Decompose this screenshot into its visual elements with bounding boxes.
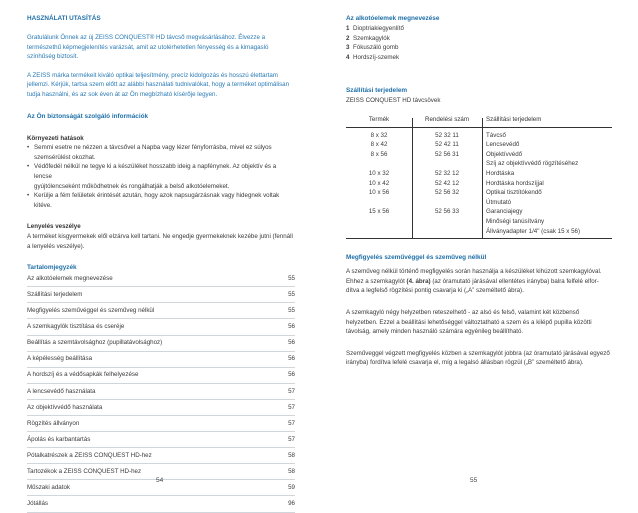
list-item: 2 Szemkagylók bbox=[346, 34, 390, 42]
toc-row[interactable]: Az objektívvédő használata 57 bbox=[27, 400, 295, 416]
toc-row[interactable]: A hordszíj és a védősapkák felhelyezése 56 bbox=[27, 368, 295, 384]
toc-row[interactable]: Megfigyelés szeművéggel és szeműveg nélkül 55 bbox=[27, 303, 295, 319]
eyeglass-observation-text: Szeműveggel végzett megfigyelés közben a szemkagylót jobbra (az óramutató járásával egyező irányba) fordítva lefelé csavarja el, míg a legalsó állásban rögzül („B” személtető ábra). bbox=[346, 349, 610, 367]
observation-heading: Megfigyelés szeművéggel és szeműveg nélkül bbox=[346, 254, 487, 262]
components-heading: Az alkotóelemek megnevezése bbox=[346, 15, 440, 22]
table-divider bbox=[412, 118, 413, 239]
product-cell: 8 x 32 8 x 42 8 x 56 10 x 32 10 x 42 10 x 56 15 x 56 bbox=[368, 131, 390, 216]
left-column bbox=[27, 14, 295, 513]
toc-row[interactable]: Pótalkatrészek a ZEISS CONQUEST HD-hez 58 bbox=[27, 448, 295, 464]
table-header: Rendelési szám bbox=[412, 112, 482, 127]
delivery-table bbox=[346, 112, 612, 236]
environment-heading: Környezeti hatások bbox=[27, 134, 84, 142]
safety-heading: Az Ön biztonságát szolgáló információk bbox=[27, 112, 149, 120]
right-page bbox=[319, 0, 638, 497]
toc-row[interactable]: Jótállás 96 bbox=[27, 496, 295, 512]
toc-row[interactable]: Ápolás és karbantartás 57 bbox=[27, 432, 295, 448]
delivery-table-wrapper bbox=[346, 112, 612, 239]
table-header: Termék bbox=[346, 112, 412, 127]
table-bottom-rule bbox=[346, 238, 612, 239]
toc-row[interactable]: Tartozékok a ZEISS CONQUEST HD-hez 58 bbox=[27, 464, 295, 480]
intro-paragraph-2: A ZEISS márka termékeit kiváló optikai teljesítmény, precíz kidolgozás és hosszú élettartam jellemzi. Kérjük, tartsa szem előtt az alábbi használati tudnivalókat, hogy a terméket optimálisan tudja használni, és az sok éven át az Ön megbízható kísérője legyen. bbox=[27, 71, 290, 98]
toc-row[interactable]: Az alkotóelemek megnevezése 55 bbox=[27, 271, 295, 287]
bullet-item: • Kerülje a fém felületek érintését azután, hogy azok napsugárzásnak vagy hidegnek voltak kitéve. bbox=[27, 192, 280, 209]
page-number: 55 bbox=[470, 477, 478, 484]
environment-bullets bbox=[27, 143, 295, 210]
manual-title: HASZNÁLATI UTASÍTÁS bbox=[27, 15, 101, 22]
intro-paragraph-1: Gratulálunk Önnek az új ZEISS CONQUEST® HD távcső megvásárlásához. Élvezze a természethű képmegjelenítés varázsát, amit az utolérhetetlen fényesség és a kimagasló színhűség biztosít. bbox=[27, 33, 269, 61]
right-column bbox=[346, 14, 612, 368]
toc-row[interactable]: Rögzítés állványon 57 bbox=[27, 416, 295, 432]
order-number-cell: 52 32 11 52 42 11 52 56 31 52 32 12 52 42 12 52 56 32 52 56 33 bbox=[434, 131, 460, 216]
eyecup-positions-text: A szemkagyló négy helyzetben reteszelhető - az alsó és felső, valamint két közbenső helyzetben. Ezzel a beállítási lehetőséggel változtatható a szem és a kilépő pupilla közötti távolság, amely minden használó számára egyénileg beállítható. bbox=[346, 308, 592, 336]
observation-text-line: A szeműveg nélkül történő megfigyelés során használja a készüléket kihúzott szemkagylóval. bbox=[346, 268, 602, 276]
toc-row[interactable]: A lencsevédő használata 57 bbox=[27, 384, 295, 400]
bullet-item: • Semmi esetre ne nézzen a távcsővel a Napba vagy lézer fényforrásba, mivel ez súlyos szemsérülést okozhat. bbox=[27, 144, 272, 161]
toc-row[interactable]: Műszaki adatok 59 bbox=[27, 480, 295, 496]
toc-row[interactable]: Szállítási terjedelem 55 bbox=[27, 287, 295, 303]
list-item: 4 Hordszíj-szemek bbox=[346, 53, 400, 61]
delivery-subheading: ZEISS CONQUEST HD távcsövek bbox=[346, 97, 441, 105]
list-item: 1 Dioptriakiegyenlítő bbox=[346, 24, 404, 32]
swallow-heading: Lenyelés veszélye bbox=[27, 223, 81, 231]
delivery-heading: Szállítási terjedelem bbox=[346, 87, 408, 95]
observation-text-line: dítva a legfelső rögzítési pontig csavarja ki („A” személtető ábra). bbox=[346, 287, 524, 295]
table-header: Szállítási terjedelem bbox=[482, 112, 612, 127]
left-page bbox=[0, 0, 319, 508]
swallow-text: A terméket kisgyermekek elől elzárva kell tartani. Ne engedje gyermekeknek kezébe jutni (fennáll a lenyelés veszélye). bbox=[27, 232, 293, 250]
toc-row[interactable]: A szemkagylók tisztítása és cseréje 56 bbox=[27, 319, 295, 335]
components-list bbox=[346, 24, 612, 62]
contents-cell: Távcső Lencsevédő Objektívvédő Szíj az objektívvédő rögzítéséhez Hordtáska Hordtáska hordszíjjal Optikai tisztítókendő Útmutató Garanciajegy Minőségi tanúsítvány Állványadapter 1/4" (csak 15 x 56) bbox=[486, 131, 581, 235]
observation-text-line: Ehhez a szemkagylót (4. ábra) (az óramutató járásával ellentétes irányba) balra felfelé elfor- bbox=[346, 277, 599, 285]
bullet-item: • Védőfedél nélkül ne tegye ki a készüléket hosszabb ideig a napfénynek. Az objektív és a lencse gyújtólencseként működhetnek és rongálhatják a belső alkotóelemeket. bbox=[27, 163, 277, 190]
toc-heading: Tartalomjegyzék bbox=[27, 264, 77, 272]
toc-row[interactable]: A képélesség beállítása 56 bbox=[27, 352, 295, 368]
list-item: 3 Fókuszáló gomb bbox=[346, 44, 399, 52]
table-divider bbox=[482, 118, 483, 239]
toc-row[interactable]: Beállítás a szemtávolsághoz (pupillatávolsághoz) 56 bbox=[27, 336, 295, 352]
page-number: 54 bbox=[156, 477, 164, 484]
